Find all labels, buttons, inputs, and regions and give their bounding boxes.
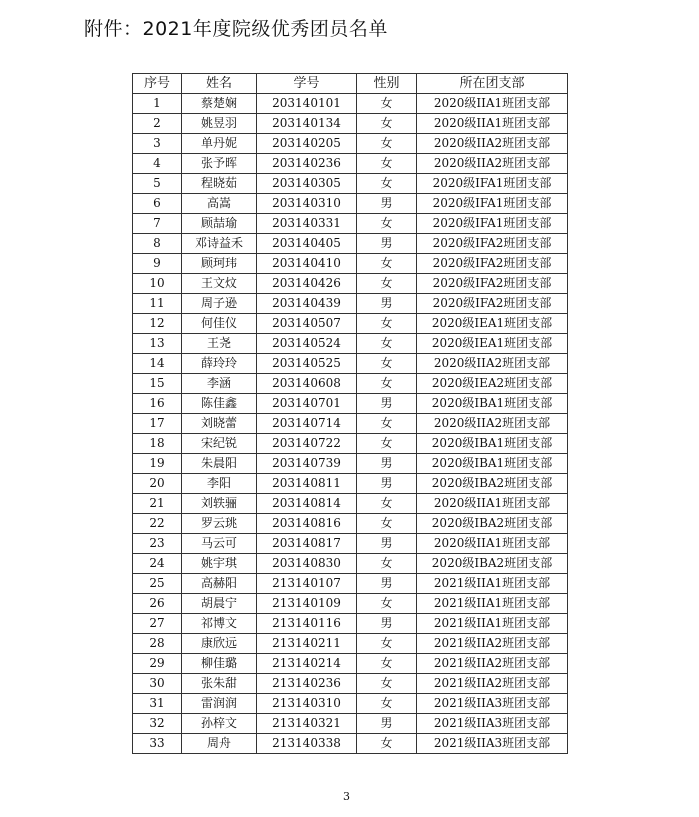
cell-index: 17 [133, 414, 182, 434]
cell-name: 朱晨阳 [182, 454, 257, 474]
cell-branch: 2020级IBA1班团支部 [417, 434, 568, 454]
table-row [133, 394, 568, 414]
cell-branch: 2020级IFA1班团支部 [417, 174, 568, 194]
table-row [133, 614, 568, 634]
cell-gender: 女 [357, 734, 417, 754]
cell-branch: 2021级IIA2班团支部 [417, 654, 568, 674]
table-row [133, 494, 568, 514]
cell-gender: 女 [357, 434, 417, 454]
cell-gender: 女 [357, 554, 417, 574]
cell-student-id: 203140524 [257, 334, 357, 354]
cell-name: 顾喆瑜 [182, 214, 257, 234]
cell-index: 10 [133, 274, 182, 294]
cell-index: 26 [133, 594, 182, 614]
cell-branch: 2020级IEA1班团支部 [417, 334, 568, 354]
cell-branch: 2020级IFA2班团支部 [417, 254, 568, 274]
cell-student-id: 203140439 [257, 294, 357, 314]
cell-student-id: 203140525 [257, 354, 357, 374]
cell-name: 柳佳璐 [182, 654, 257, 674]
cell-name: 孙梓文 [182, 714, 257, 734]
cell-index: 31 [133, 694, 182, 714]
cell-student-id: 203140608 [257, 374, 357, 394]
cell-name: 雷润润 [182, 694, 257, 714]
cell-index: 29 [133, 654, 182, 674]
cell-student-id: 213140214 [257, 654, 357, 674]
table-row [133, 534, 568, 554]
table-row [133, 354, 568, 374]
cell-gender: 男 [357, 614, 417, 634]
cell-name: 胡晨宁 [182, 594, 257, 614]
cell-index: 27 [133, 614, 182, 634]
page-title: 附件：2021年度院级优秀团员名单 [84, 18, 388, 40]
cell-gender: 男 [357, 294, 417, 314]
cell-index: 8 [133, 234, 182, 254]
cell-branch: 2020级IIA2班团支部 [417, 154, 568, 174]
cell-gender: 男 [357, 394, 417, 414]
cell-branch: 2020级IIA1班团支部 [417, 534, 568, 554]
cell-name: 姚宇琪 [182, 554, 257, 574]
cell-branch: 2020级IIA2班团支部 [417, 134, 568, 154]
cell-gender: 女 [357, 274, 417, 294]
cell-name: 高赫阳 [182, 574, 257, 594]
table-row [133, 454, 568, 474]
cell-gender: 男 [357, 194, 417, 214]
cell-branch: 2021级IIA3班团支部 [417, 694, 568, 714]
cell-name: 张朱甜 [182, 674, 257, 694]
cell-student-id: 203140410 [257, 254, 357, 274]
cell-gender: 女 [357, 154, 417, 174]
cell-index: 3 [133, 134, 182, 154]
table-row [133, 294, 568, 314]
cell-name: 顾珂玮 [182, 254, 257, 274]
cell-gender: 女 [357, 334, 417, 354]
cell-name: 陈佳鑫 [182, 394, 257, 414]
table-row [133, 214, 568, 234]
cell-gender: 女 [357, 174, 417, 194]
cell-student-id: 213140338 [257, 734, 357, 754]
header-index: 序号 [133, 74, 182, 94]
cell-name: 何佳仪 [182, 314, 257, 334]
cell-gender: 女 [357, 114, 417, 134]
cell-index: 11 [133, 294, 182, 314]
table-row [133, 174, 568, 194]
cell-name: 周子逊 [182, 294, 257, 314]
cell-student-id: 203140305 [257, 174, 357, 194]
table-row [133, 254, 568, 274]
cell-branch: 2021级IIA3班团支部 [417, 714, 568, 734]
cell-gender: 女 [357, 374, 417, 394]
table-row [133, 334, 568, 354]
table-header-row [133, 74, 568, 94]
cell-student-id: 203140722 [257, 434, 357, 454]
cell-index: 23 [133, 534, 182, 554]
cell-index: 25 [133, 574, 182, 594]
cell-branch: 2020级IFA2班团支部 [417, 294, 568, 314]
cell-branch: 2020级IFA1班团支部 [417, 214, 568, 234]
cell-name: 李涵 [182, 374, 257, 394]
cell-gender: 女 [357, 354, 417, 374]
table-row [133, 554, 568, 574]
table-row [133, 234, 568, 254]
cell-branch: 2020级IBA2班团支部 [417, 554, 568, 574]
cell-gender: 男 [357, 714, 417, 734]
cell-branch: 2020级IIA1班团支部 [417, 114, 568, 134]
cell-branch: 2020级IEA1班团支部 [417, 314, 568, 334]
cell-name: 高嵩 [182, 194, 257, 214]
cell-name: 邓诗益禾 [182, 234, 257, 254]
table-row [133, 734, 568, 754]
cell-student-id: 203140310 [257, 194, 357, 214]
cell-name: 刘轶骊 [182, 494, 257, 514]
cell-student-id: 203140426 [257, 274, 357, 294]
cell-index: 5 [133, 174, 182, 194]
header-student-id: 学号 [257, 74, 357, 94]
cell-student-id: 203140830 [257, 554, 357, 574]
cell-gender: 男 [357, 534, 417, 554]
table-row [133, 274, 568, 294]
cell-gender: 女 [357, 634, 417, 654]
cell-student-id: 203140134 [257, 114, 357, 134]
cell-name: 程晓茹 [182, 174, 257, 194]
header-gender: 性别 [357, 74, 417, 94]
table-row [133, 94, 568, 114]
table-row [133, 574, 568, 594]
table-row [133, 194, 568, 214]
cell-index: 24 [133, 554, 182, 574]
cell-gender: 男 [357, 234, 417, 254]
cell-name: 康欣远 [182, 634, 257, 654]
page-number: 3 [343, 790, 350, 803]
cell-student-id: 203140811 [257, 474, 357, 494]
table-row [133, 694, 568, 714]
cell-gender: 女 [357, 494, 417, 514]
cell-branch: 2020级IEA2班团支部 [417, 374, 568, 394]
cell-gender: 女 [357, 654, 417, 674]
cell-name: 单丹妮 [182, 134, 257, 154]
cell-gender: 女 [357, 694, 417, 714]
cell-gender: 女 [357, 594, 417, 614]
cell-branch: 2020级IIA2班团支部 [417, 354, 568, 374]
cell-branch: 2021级IIA2班团支部 [417, 634, 568, 654]
cell-branch: 2020级IIA1班团支部 [417, 94, 568, 114]
cell-index: 21 [133, 494, 182, 514]
cell-student-id: 213140236 [257, 674, 357, 694]
cell-student-id: 203140331 [257, 214, 357, 234]
cell-student-id: 203140739 [257, 454, 357, 474]
cell-student-id: 203140507 [257, 314, 357, 334]
table-row [133, 414, 568, 434]
cell-name: 罗云珧 [182, 514, 257, 534]
cell-index: 22 [133, 514, 182, 534]
cell-index: 4 [133, 154, 182, 174]
cell-student-id: 203140101 [257, 94, 357, 114]
cell-name: 张予晖 [182, 154, 257, 174]
cell-student-id: 213140116 [257, 614, 357, 634]
cell-branch: 2021级IIA1班团支部 [417, 594, 568, 614]
cell-branch: 2020级IBA2班团支部 [417, 514, 568, 534]
cell-gender: 男 [357, 474, 417, 494]
cell-index: 7 [133, 214, 182, 234]
cell-index: 14 [133, 354, 182, 374]
cell-index: 18 [133, 434, 182, 454]
cell-gender: 男 [357, 454, 417, 474]
header-name: 姓名 [182, 74, 257, 94]
table-row [133, 674, 568, 694]
cell-gender: 女 [357, 254, 417, 274]
cell-gender: 男 [357, 574, 417, 594]
cell-name: 李阳 [182, 474, 257, 494]
cell-branch: 2020级IBA1班团支部 [417, 454, 568, 474]
cell-gender: 女 [357, 134, 417, 154]
cell-index: 1 [133, 94, 182, 114]
cell-student-id: 203140814 [257, 494, 357, 514]
cell-student-id: 203140816 [257, 514, 357, 534]
cell-index: 32 [133, 714, 182, 734]
table-row [133, 634, 568, 654]
cell-student-id: 203140701 [257, 394, 357, 414]
table-row [133, 594, 568, 614]
cell-index: 20 [133, 474, 182, 494]
cell-index: 15 [133, 374, 182, 394]
cell-index: 28 [133, 634, 182, 654]
table-row [133, 134, 568, 154]
cell-gender: 女 [357, 514, 417, 534]
cell-branch: 2020级IFA2班团支部 [417, 234, 568, 254]
member-table [132, 73, 568, 754]
cell-name: 刘晓蕾 [182, 414, 257, 434]
cell-index: 13 [133, 334, 182, 354]
table-row [133, 314, 568, 334]
cell-branch: 2020级IFA2班团支部 [417, 274, 568, 294]
cell-name: 祁博文 [182, 614, 257, 634]
cell-index: 2 [133, 114, 182, 134]
cell-index: 12 [133, 314, 182, 334]
table-row [133, 714, 568, 734]
cell-name: 王尧 [182, 334, 257, 354]
table-row [133, 474, 568, 494]
cell-name: 宋纪锐 [182, 434, 257, 454]
cell-student-id: 213140211 [257, 634, 357, 654]
cell-index: 30 [133, 674, 182, 694]
cell-branch: 2020级IIA2班团支部 [417, 414, 568, 434]
cell-gender: 女 [357, 414, 417, 434]
cell-student-id: 203140205 [257, 134, 357, 154]
header-branch: 所在团支部 [417, 74, 568, 94]
cell-index: 6 [133, 194, 182, 214]
cell-name: 蔡楚娴 [182, 94, 257, 114]
cell-branch: 2021级IIA3班团支部 [417, 734, 568, 754]
cell-gender: 女 [357, 214, 417, 234]
cell-name: 薛玲玲 [182, 354, 257, 374]
table-row [133, 374, 568, 394]
cell-branch: 2020级IIA1班团支部 [417, 494, 568, 514]
cell-branch: 2021级IIA2班团支部 [417, 674, 568, 694]
cell-student-id: 213140310 [257, 694, 357, 714]
cell-gender: 女 [357, 674, 417, 694]
cell-name: 王文炆 [182, 274, 257, 294]
cell-gender: 女 [357, 314, 417, 334]
table-row [133, 154, 568, 174]
cell-student-id: 213140321 [257, 714, 357, 734]
cell-index: 33 [133, 734, 182, 754]
cell-index: 9 [133, 254, 182, 274]
cell-branch: 2021级IIA1班团支部 [417, 614, 568, 634]
table-row [133, 514, 568, 534]
table-row [133, 114, 568, 134]
cell-branch: 2020级IBA2班团支部 [417, 474, 568, 494]
cell-student-id: 203140236 [257, 154, 357, 174]
cell-student-id: 213140109 [257, 594, 357, 614]
cell-branch: 2020级IBA1班团支部 [417, 394, 568, 414]
cell-gender: 女 [357, 94, 417, 114]
cell-branch: 2020级IFA1班团支部 [417, 194, 568, 214]
table-body [133, 94, 568, 754]
cell-student-id: 203140714 [257, 414, 357, 434]
table-row [133, 654, 568, 674]
table-row [133, 434, 568, 454]
cell-student-id: 213140107 [257, 574, 357, 594]
cell-name: 姚昱羽 [182, 114, 257, 134]
cell-branch: 2021级IIA1班团支部 [417, 574, 568, 594]
cell-student-id: 203140405 [257, 234, 357, 254]
cell-name: 周舟 [182, 734, 257, 754]
cell-index: 19 [133, 454, 182, 474]
cell-index: 16 [133, 394, 182, 414]
cell-name: 马云可 [182, 534, 257, 554]
cell-student-id: 203140817 [257, 534, 357, 554]
